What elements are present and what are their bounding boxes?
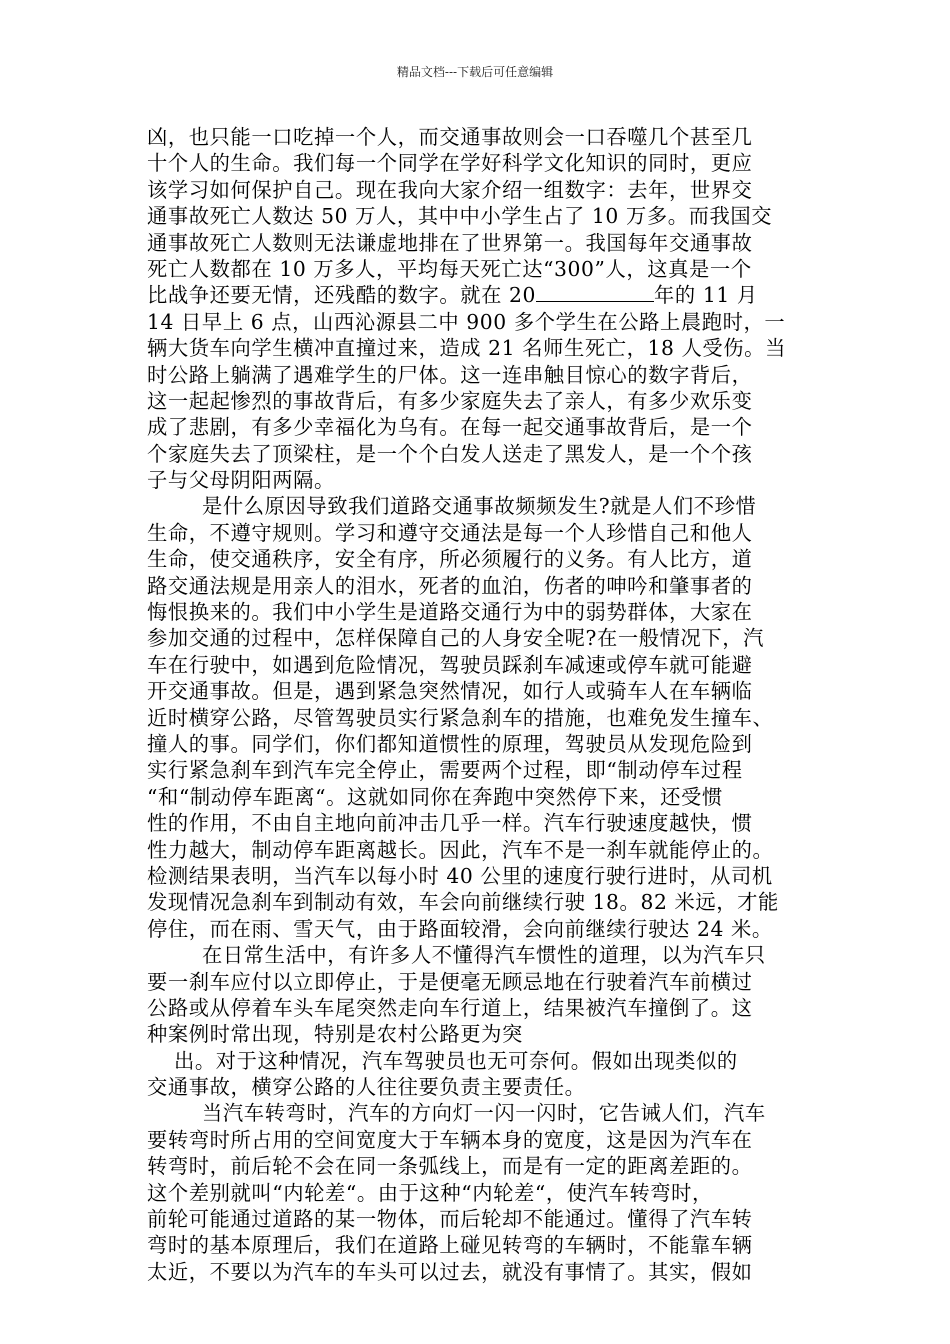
text-line: 辆大货车向学生横冲直撞过来，造成 21 名师生死亡，18 人受伤。当 [147,336,786,361]
text-line: 要转弯时所占用的空间宽度大于车辆本身的宽度，这是因为汽车在 [147,1127,753,1152]
text-line: 转弯时，前后轮不会在同一条弧线上，而是有一定的距离差距的。 [147,1154,753,1179]
text-line: 性力越大，制动停车距离越长。因此，汽车不是一刹车就能停止的。 [147,837,774,862]
text-line: “和“制动停车距离“。这就如同你在奔跑中突然停下来，还受惯 [147,784,723,809]
text-line: 发现情况急刹车到制动有效，车会向前继续行驶 18。82 米远，才能 [147,890,779,915]
paragraph-first-line: 出。对于这种情况，汽车驾驶员也无可奈何。假如出现类似的 [174,1048,738,1073]
page-header: 精品文档---下载后可任意编辑 [396,65,554,79]
text-fragment: 年的 11 月 [654,283,758,308]
text-line: 开交通事故。但是，遇到紧急突然情况，如行人或骑车人在车辆临 [147,679,753,704]
text-line: 公路或从停着车头车尾突然走向车行道上，结果被汽车撞倒了。这 [147,995,753,1020]
text-line: 这个差别就叫“内轮差“。由于这种“内轮差“，使汽车转弯时， [147,1180,713,1205]
text-line: 停住，而在雨、雪天气，由于路面较滑，会向前继续行驶达 24 米。 [147,916,773,941]
text-line: 该学习如何保护自己。现在我向大家介绍一组数字：去年，世界交 [147,177,753,202]
text-line: 通事故死亡人数则无法谦虚地排在了世界第一。我国每年交通事故 [147,230,753,255]
text-line: 太近，不要以为汽车的车头可以过去，就没有事情了。其实，假如 [147,1259,753,1284]
document-body [147,124,819,1285]
text-line: 路交通法规是用亲人的泪水，死者的血泊，伤者的呻吟和肇事者的 [147,573,753,598]
text-line: 性的作用，不由自主地向前冲击几乎一样。汽车行驶速度越快，惯 [147,811,753,836]
text-line: 近时横穿公路，尽管驾驶员实行紧急刹车的措施，也难免发生撞车、 [147,705,774,730]
text-line: 子与父母阴阳两隔。 [147,468,335,493]
text-fragment: 比战争还要无情，还残酷的数字。就在 20 [147,283,537,308]
paragraph-first-line: 是什么原因导致我们道路交通事故频频发生?就是人们不珍惜 [202,494,757,519]
text-line: 前轮可能通过道路的某一物体，而后轮却不能通过。懂得了汽车转 [147,1207,753,1232]
text-line: 撞人的事。同学们，你们都知道惯性的原理，驾驶员从发现危险到 [147,731,753,756]
text-line: 生命，不遵守规则。学习和遵守交通法是每一个人珍惜自己和他人 [147,520,753,545]
text-line: 悔恨换来的。我们中小学生是道路交通行为中的弱势群体，大家在 [147,600,753,625]
text-line: 弯时的基本原理后，我们在道路上碰见转弯的车辆时，不能靠车辆 [147,1233,753,1258]
text-line: 凶，也只能一口吃掉一个人，而交通事故则会一口吞噬几个甚至几 [147,125,753,149]
text-line: 实行紧急刹车到汽车完全停止，需要两个过程，即“制动停车过程 [147,758,743,783]
text-line-with-blank [147,282,819,308]
text-line: 死亡人数都在 10 万多人，平均每天死亡达“300”人，这真是一个 [147,256,752,281]
text-line: 通事故死亡人数达 50 万人，其中中小学生占了 10 万多。而我国交 [147,204,773,229]
paragraph-first-line: 在日常生活中，有许多人不懂得汽车惯性的道理，以为汽车只 [202,943,766,968]
text-line: 交通事故，横穿公路的人往往要负责主要责任。 [147,1075,586,1100]
text-line: 种案例时常出现，特别是农村公路更为突 [147,1022,523,1047]
text-line: 十个人的生命。我们每一个同学在学好科学文化知识的同时，更应 [147,151,753,176]
year-blank-underline [536,282,654,302]
text-line: 个家庭失去了顶梁柱，是一个个白发人送走了黑发人，是一个个孩 [147,441,753,466]
text-line: 14 日早上 6 点，山西沁源县二中 900 多个学生在公路上晨跑时，一 [147,309,786,334]
text-line: 时公路上躺满了遇难学生的尸体。这一连串触目惊心的数字背后， [147,362,753,387]
text-line: 参加交通的过程中，怎样保障自己的人身安全呢?在一般情况下，汽 [147,626,765,651]
text-line: 成了悲剧，有多少幸福化为乌有。在每一起交通事故背后，是一个 [147,415,753,440]
text-line: 车在行驶中，如遇到危险情况，驾驶员踩刹车减速或停车就可能避 [147,652,753,677]
text-line: 这一起起惨烈的事故背后，有多少家庭失去了亲人，有多少欢乐变 [147,388,753,413]
paragraph-first-line: 当汽车转弯时，汽车的方向灯一闪一闪时，它告诫人们，汽车 [202,1101,766,1126]
text-line: 生命，使交通秩序，安全有序，所必须履行的义务。有人比方，道 [147,547,753,572]
text-line: 要一刹车应付以立即停止，于是便毫无顾忌地在行驶着汽车前横过 [147,969,753,994]
text-line: 检测结果表明，当汽车以每小时 40 公里的速度行驶行进时，从司机 [147,863,773,888]
